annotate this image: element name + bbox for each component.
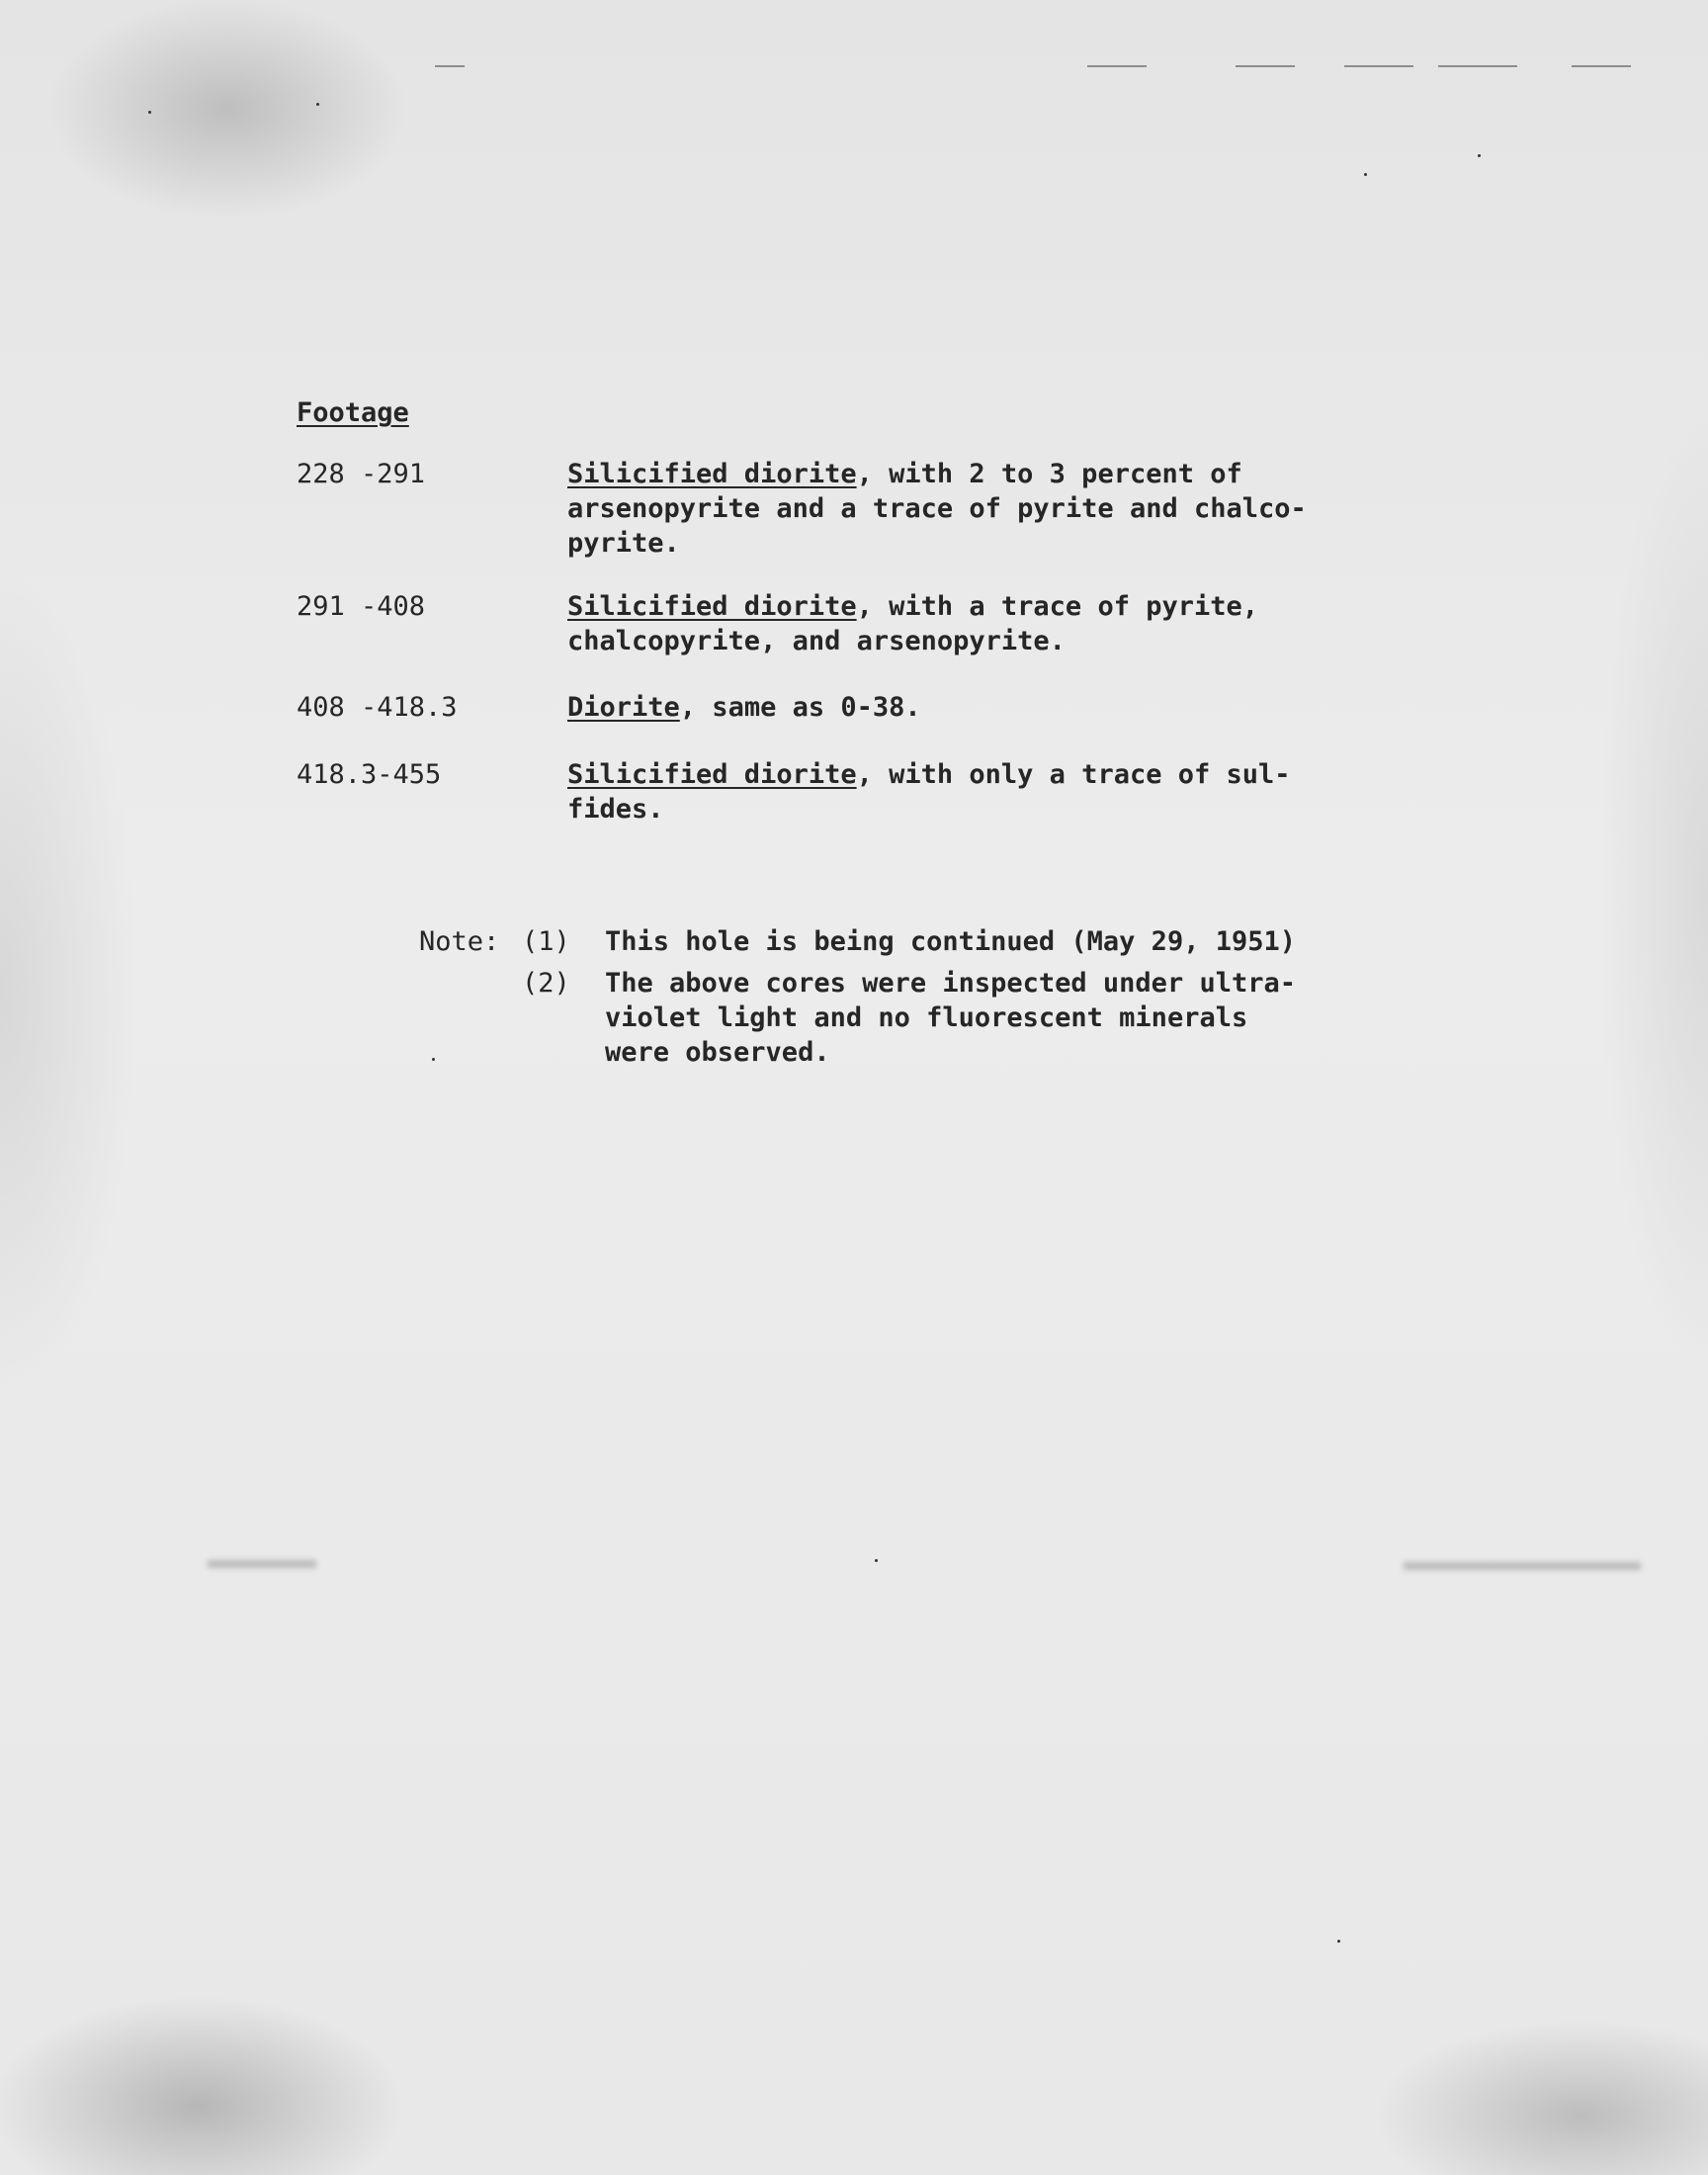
scan-speck xyxy=(875,1559,878,1562)
scan-edge-line xyxy=(1236,65,1295,67)
scan-edge-line xyxy=(435,65,465,67)
note-number: (2) xyxy=(522,968,570,999)
entry-description xyxy=(567,589,1358,658)
entry-text: , with a trace of pyrite, chalcopyrite, and arsenopyrite. xyxy=(567,591,1258,656)
entry-description xyxy=(567,457,1358,561)
note-text: The above cores were inspected under ultra- violet light and no fluorescent minerals were observed. xyxy=(605,968,1296,1068)
rock-name: Silicified diorite xyxy=(567,759,857,790)
scan-speck xyxy=(1364,173,1367,176)
note-text: This hole is being continued (May 29, 1951) xyxy=(605,926,1296,957)
scan-smudge xyxy=(208,1560,316,1568)
entry-text: , with 2 to 3 percent of arsenopyrite and a trace of pyrite and chalco- pyrite. xyxy=(567,459,1307,559)
footage-range: 418.3-455 xyxy=(297,759,442,790)
scan-speck xyxy=(1337,1940,1340,1943)
scan-edge-line xyxy=(1344,65,1413,67)
scan-smudge xyxy=(1404,1562,1641,1570)
scan-speck xyxy=(316,103,319,106)
footage-range: 408 -418.3 xyxy=(297,692,458,723)
rock-name: Silicified diorite xyxy=(567,459,857,489)
entry-description xyxy=(567,690,1358,725)
scan-speck xyxy=(432,1058,435,1061)
scan-edge-line xyxy=(1087,65,1147,67)
footage-heading: Footage xyxy=(297,397,409,428)
footage-range: 228 -291 xyxy=(297,459,426,489)
entry-text: , with only a trace of sul- fides. xyxy=(567,759,1291,825)
entry-text: , same as 0-38. xyxy=(679,692,921,723)
note-number: (1) xyxy=(522,926,570,957)
rock-name: Diorite xyxy=(567,692,680,723)
rock-name: Silicified diorite xyxy=(567,591,857,622)
scan-speck xyxy=(148,111,151,114)
scan-edge-line xyxy=(1572,65,1631,67)
scan-speck xyxy=(1478,154,1481,157)
note-label: Note: xyxy=(419,926,500,957)
footage-range: 291 -408 xyxy=(297,591,426,622)
entry-description xyxy=(567,757,1358,826)
scan-edge-line xyxy=(1438,65,1517,67)
